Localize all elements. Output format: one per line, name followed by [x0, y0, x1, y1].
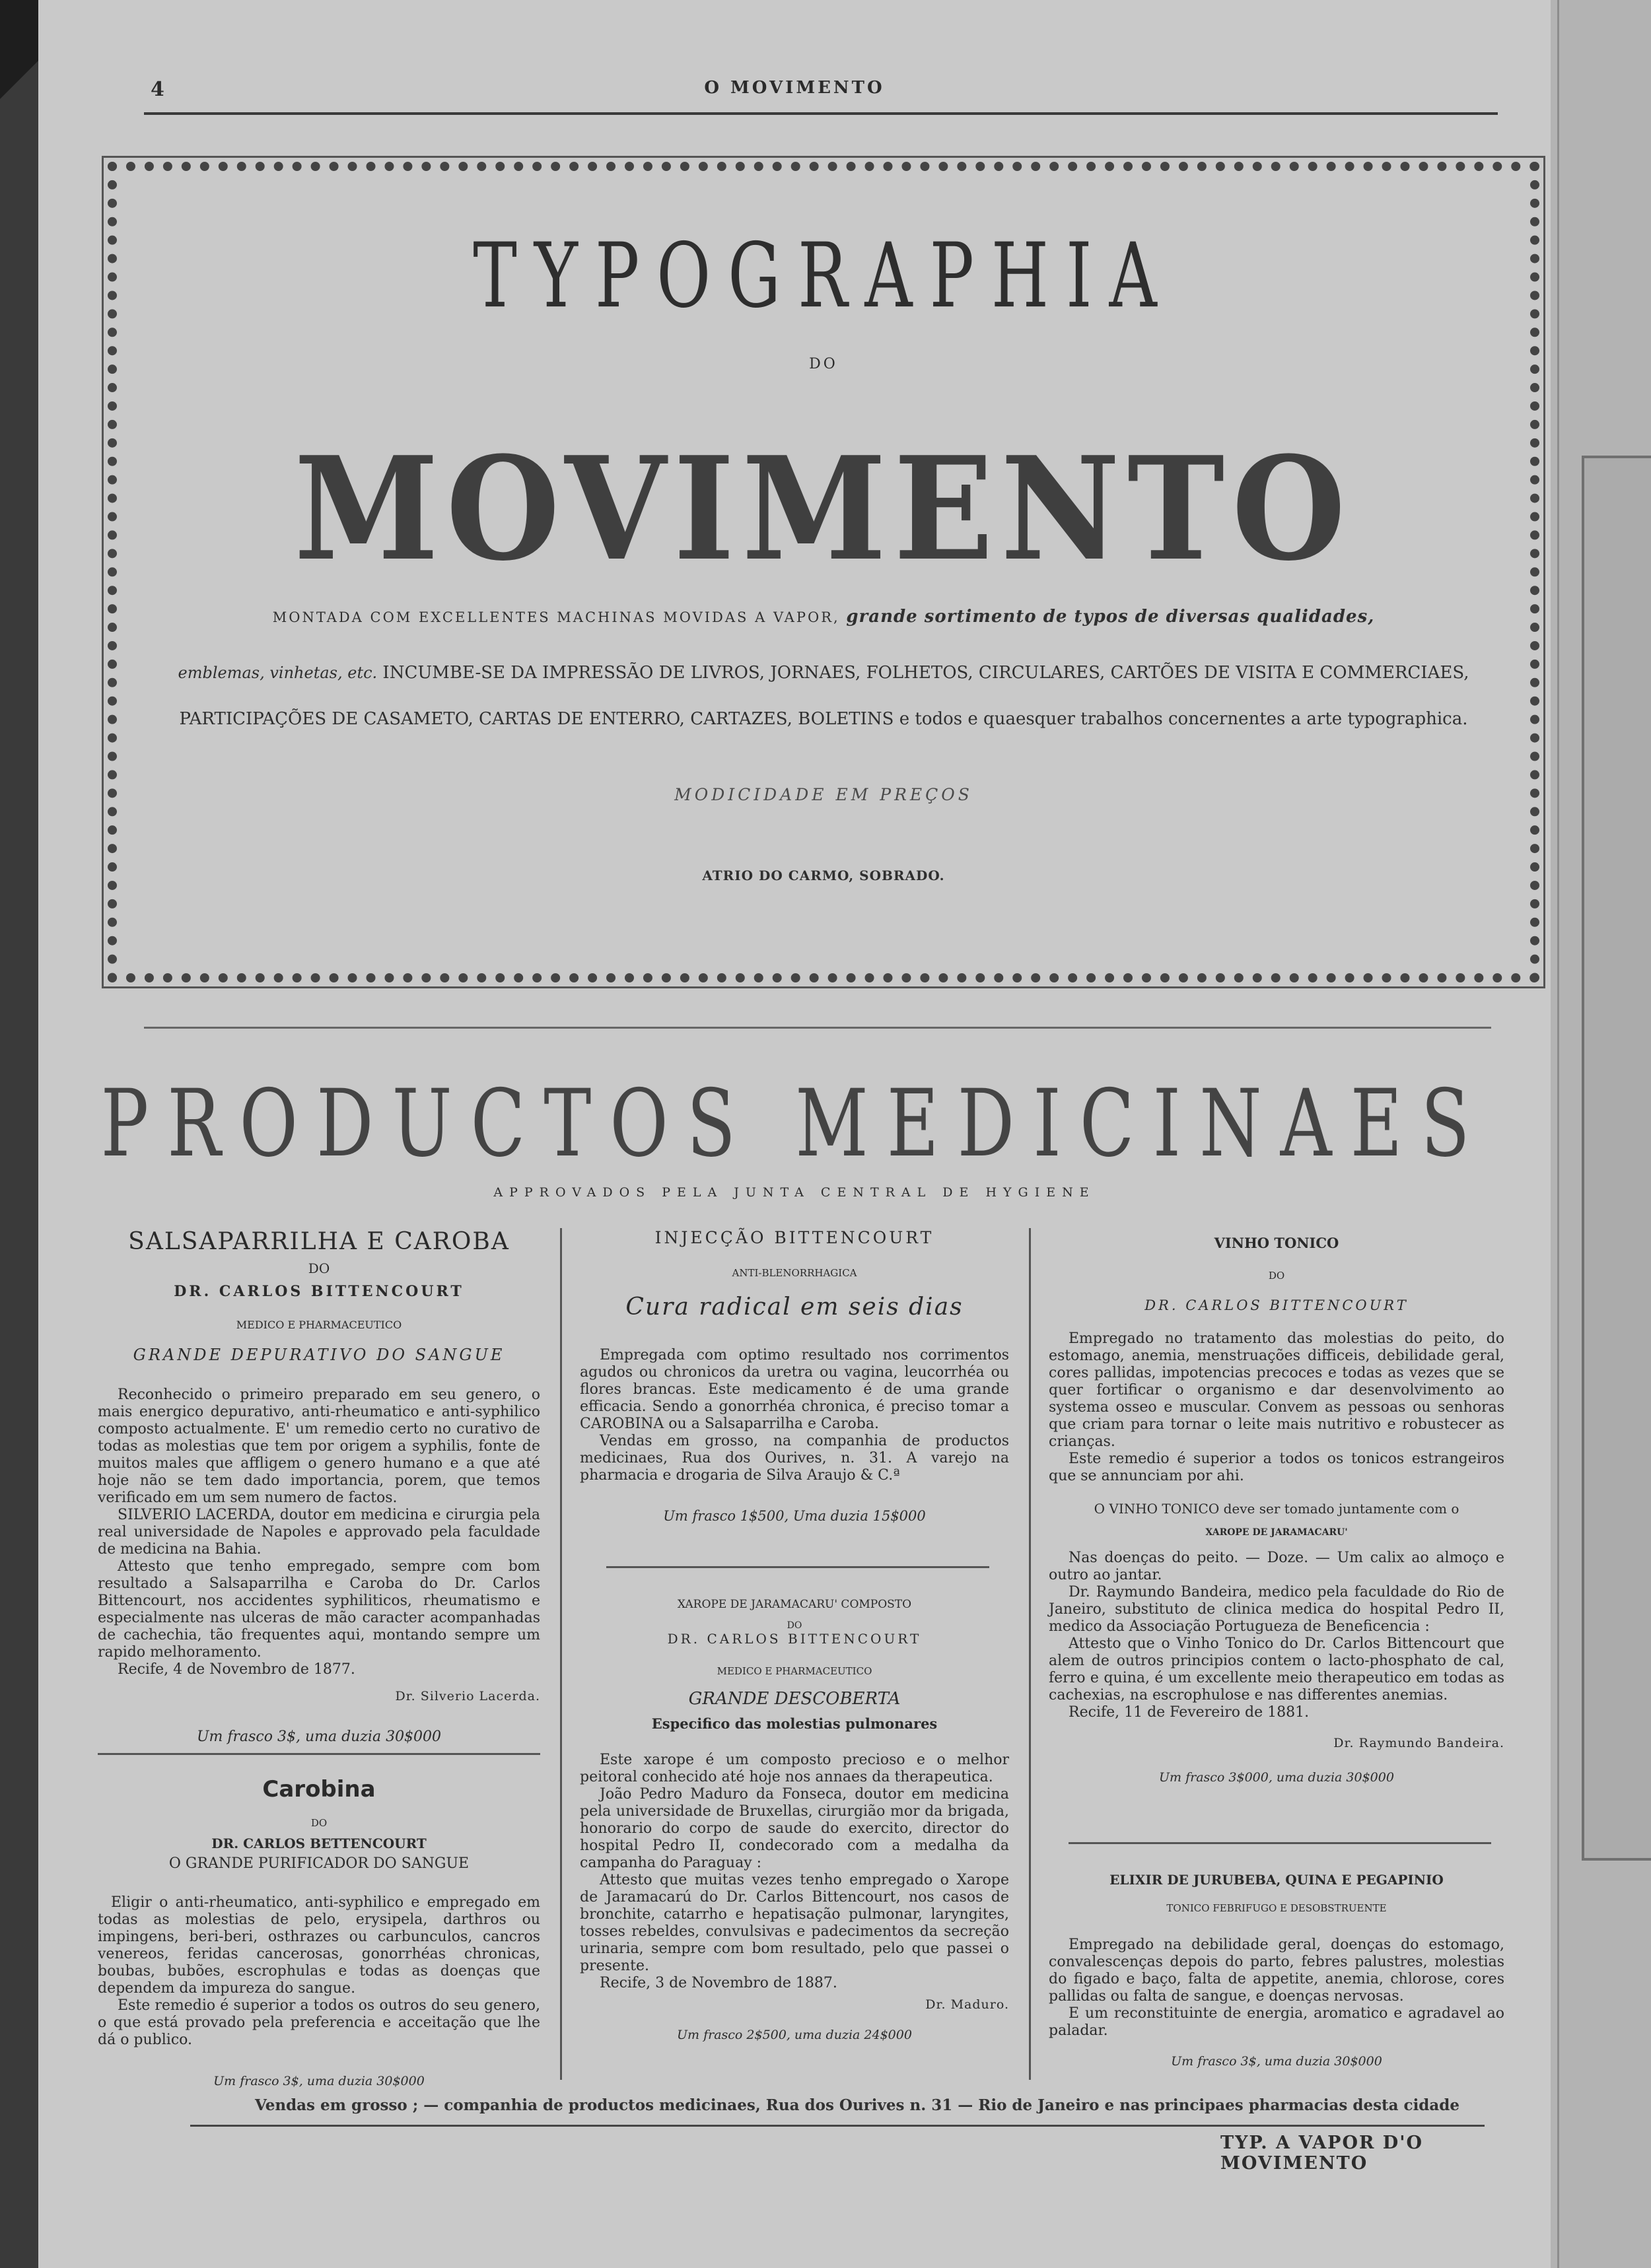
- xarope-tagline: GRANDE DESCOBERTA: [688, 1689, 901, 1709]
- salsa-role: MEDICO E PHARMACEUTICO: [236, 1319, 402, 1331]
- xarope-body-3: Attesto que muitas vezes tenho empregado o Xarope de Jaramacarú do Dr. Carlos Bittencourt, nos casos de bronchite, catarrho e hepatisação pulmonar, laryngites, tosses rebeldes, convulsivas e padecimentos da secreção urinaria, sempre com bom resultado, pelo que passei o presente.: [580, 1872, 1009, 1974]
- vinho-signature: Dr. Raymundo Bandeira.: [1333, 1736, 1504, 1750]
- xarope-role: MEDICO E PHARMACEUTICO: [717, 1665, 872, 1677]
- elixir-body-2: E um reconstituinte de energia, aromatico e agradavel ao paladar.: [1049, 2005, 1504, 2039]
- elixir-body-1: Empregado na debilidade geral, doenças do estomago, convalescenças depois do parto, febres palustres, molestias do figado e baço, falta de appetite, anemia, chlorose, cores pallidas ou falta de sangue, e doenças nervosas.: [1049, 1937, 1504, 2005]
- vinho-body-2: Este remedio é superior a todos os tonicos estrangeiros que se annunciam por ahi.: [1049, 1451, 1504, 1484]
- xarope-body-2: João Pedro Maduro da Fonseca, doutor em medicina pela universidade de Bruxellas, cirurgião mor da brigada, honorario do corpo de saude do exercito, director do hospital Pedro II, condecorado com a medalha da campanha do Paraguay :: [580, 1786, 1009, 1871]
- typography-ad: [117, 171, 1530, 973]
- injeccao-title: INJECÇÃO BITTENCOURT: [654, 1228, 934, 1247]
- vinho-body-4: Dr. Raymundo Bandeira, medico pela faculdade do Rio de Janeiro, substituto de clinica medica do hospital Pedro II, medico da Associação Portugueza de Beneficencia :: [1049, 1584, 1504, 1635]
- ad-connector: DO: [809, 356, 838, 372]
- vinho-together-name: XAROPE DE JARAMACARU': [1205, 1527, 1348, 1538]
- running-head: [38, 0, 1551, 112]
- injeccao-body-1: Empregada com optimo resultado nos corrimentos agudos ou chronicos da uretra ou vagina, leucorrhéa ou flores brancas. Este medicamento é de uma grande efficacia. Sendo a gonorrhéa chronica, é preciso tomar a CAROBINA ou a Salsaparrilha e Caroba.: [580, 1347, 1009, 1432]
- section-rule: [144, 1027, 1491, 1029]
- sales-footer: Vendas em grosso ; — companhia de productos medicinaes, Rua dos Ourives n. 31 — Rio de Janeiro e nas principaes pharmacias desta cidade: [254, 2096, 1460, 2114]
- salsa-doctor: DR. CARLOS BITTENCOURT: [174, 1283, 464, 1300]
- vinho-together: O VINHO TONICO deve ser tomado juntamente com o: [1094, 1501, 1459, 1517]
- xarope-doctor: DR. CARLOS BITTENCOURT: [667, 1631, 922, 1647]
- ad-line-1-rest: grande sortimento de typos de diversas qualidades,: [846, 607, 1375, 627]
- carobina-doctor: DR. CARLOS BETTENCOURT: [211, 1836, 427, 1851]
- header-rule: [144, 112, 1498, 115]
- column-3-divider: [1069, 1842, 1491, 1844]
- elixir-price: Um frasco 3$, uma duzia 30$000: [1171, 2054, 1382, 2069]
- vinho-body-5: Attesto que o Vinho Tonico do Dr. Carlos Bittencourt que alem de outros principios contem o lacto-phosphato de cal, ferro e quina, é um excellente meio therapeutico em todas as cachexias, na escrophulose e nas differentes anemias.: [1049, 1635, 1504, 1703]
- column-2-lower: [580, 1598, 1009, 2042]
- vinho-place-date: Recife, 11 de Fevereiro de 1881.: [1069, 1704, 1310, 1721]
- typography-ad-frame: [108, 162, 1539, 982]
- scan-edge-left: [0, 0, 38, 2268]
- column-rule-1: [560, 1228, 562, 2080]
- ad-line-3: PARTICIPAÇÕES DE CASAMETO, CARTAS DE ENTERRO, CARTAZES, BOLETINS e todos e quaesquer trabalhos concernentes a arte typographica.: [179, 709, 1468, 729]
- ad-prices: MODICIDADE EM PREÇOS: [674, 785, 973, 804]
- carobina-body-1: Eligir o anti-rheumatico, anti-syphilico e empregado em todas as molestias de pelo, erysipela, darthros ou impingens, beri-beri, osthrazes ou carbunculos, cancros venereos, feridas cancerosas, gonorrhéas chronicas, boubas, bubões, escrophulas e todas as doenças que dependem da impureza do sangue.: [98, 1894, 540, 1997]
- salsa-signature: Dr. Silverio Lacerda.: [395, 1689, 540, 1703]
- injeccao-price: Um frasco 1$500, Uma duzia 15$000: [663, 1508, 926, 1524]
- column-2: [580, 1228, 1009, 1524]
- carobina-do: DO: [310, 1817, 328, 1829]
- xarope-title: XAROPE DE JARAMACARU' COMPOSTO: [677, 1598, 912, 1611]
- vinho-doctor: DR. CARLOS BITTENCOURT: [1144, 1297, 1409, 1313]
- paper-name: O MOVIMENTO: [704, 78, 885, 98]
- column-3: [1049, 1228, 1504, 1785]
- column-1-divider: [98, 1753, 540, 1755]
- newspaper-page: [38, 0, 1551, 2268]
- ad-address: ATRIO DO CARMO, SOBRADO.: [702, 868, 945, 883]
- ad-line-1: [157, 607, 1491, 627]
- carobina-title: Carobina: [262, 1776, 376, 1803]
- footer-rule: [190, 2125, 1485, 2127]
- salsa-body-3: Attesto que tenho empregado, sempre com bom resultado a Salsaparrilha e Caroba do Dr. Carlos Bittencourt, nos accidentes syphiliticos, rheumatismo e especialmente nas ulceras de mão caracter acompanhadas de cachechia, tão frequentes aqui, montando sempre um rapido melhoramento.: [98, 1558, 540, 1661]
- ad-line-2: [157, 663, 1491, 683]
- carobina-price: Um frasco 3$, uma duzia 30$000: [213, 2074, 425, 2088]
- xarope-signature: Dr. Maduro.: [925, 1997, 1009, 2012]
- ad-line-1-caps: MONTADA COM EXCELLENTES MACHINAS MOVIDAS A VAPOR,: [272, 609, 840, 625]
- ad-line-2-italic: emblemas, vinhetas, etc.: [178, 664, 378, 682]
- xarope-body-1: Este xarope é um composto precioso e o melhor peitoral conhecido até hoje nos annaes da therapeutica.: [580, 1752, 1009, 1785]
- column-2-divider: [606, 1566, 989, 1568]
- injeccao-tagline: Cura radical em seis dias: [625, 1293, 964, 1321]
- column-rule-2: [1029, 1228, 1031, 2080]
- ad-title: TYPOGRAPHIA: [473, 223, 1174, 328]
- xarope-price: Um frasco 2$500, uma duzia 24$000: [677, 2028, 912, 2042]
- salsa-price: Um frasco 3$, uma duzia 30$000: [196, 1729, 442, 1745]
- injeccao-body-2: Vendas em grosso, na companhia de productos medicinaes, Rua dos Ourives, n. 31. A varejo na pharmacia e drogaria de Silva Araujo & C.ª: [580, 1433, 1009, 1484]
- products-title: PRODUCTOS MEDICINAES: [100, 1070, 1489, 1178]
- salsa-do: DO: [308, 1260, 330, 1276]
- elixir-title: ELIXIR DE JURUBEBA, QUINA E PEGAPINIO: [1109, 1872, 1444, 1888]
- injeccao-subtitle: ANTI-BLENORRHAGICA: [732, 1267, 857, 1279]
- vinho-do: DO: [1268, 1270, 1285, 1282]
- xarope-do: DO: [787, 1620, 802, 1631]
- vinho-price: Um frasco 3$000, uma duzia 30$000: [1159, 1770, 1394, 1785]
- salsa-title: SALSAPARRILHA E CAROBA: [128, 1228, 510, 1255]
- salsa-body-2: SILVERIO LACERDA, doutor em medicina e cirurgia pela real universidade de Napoles e approvado pela faculdade de medicina na Bahia.: [98, 1507, 540, 1558]
- scan-line-right: [1557, 0, 1559, 2268]
- vinho-title: VINHO TONICO: [1214, 1235, 1339, 1251]
- ad-line-2-rest: INCUMBE-SE DA IMPRESSÃO DE LIVROS, JORNAES, FOLHETOS, CIRCULARES, CARTÕES DE VISITA E COMMERCIAES,: [382, 663, 1469, 683]
- salsa-place-date: Recife, 4 de Novembro de 1877.: [118, 1661, 355, 1678]
- page-number: 4: [151, 78, 164, 101]
- adjacent-page-strip: [1582, 456, 1651, 1861]
- ad-name: MOVIMENTO: [294, 425, 1353, 592]
- salsa-body-1: Reconhecido o primeiro preparado em seu genero, o mais energico depurativo, anti-rheumatico e anti-syphilico composto actualmente. E' um remedio certo no curativo de todas as molestias que tem por origem a syphilis, fonte de muitos males que affligem o genero humano e a que até hoje não se tem dado importancia, porem, que temos verificado em um sem numero de factos.: [98, 1387, 540, 1506]
- xarope-subtag: Especifico das molestias pulmonares: [651, 1715, 938, 1732]
- printer-imprint: TYP. A VAPOR D'O MOVIMENTO: [1220, 2133, 1424, 2174]
- products-subtitle: APPROVADOS PELA JUNTA CENTRAL DE HYGIENE: [493, 1185, 1096, 1200]
- column-1-lower: [98, 1776, 540, 2088]
- carobina-tagline: O GRANDE PURIFICADOR DO SANGUE: [168, 1855, 470, 1872]
- column-1: [98, 1228, 540, 1745]
- elixir-subtitle: TONICO FEBRIFUGO E DESOBSTRUENTE: [1166, 1902, 1387, 1914]
- vinho-body-3: Nas doenças do peito. — Doze. — Um calix ao almoço e outro ao jantar.: [1049, 1550, 1504, 1583]
- vinho-body-1: Empregado no tratamento das molestias do peito, do estomago, anemia, menstruações difficeis, debilidade geral, cores pallidas, impotencias precoces e todas as vezes que se quer fortificar o organismo e dar desenvolvimento ao systema osseo e muscular. Convem as pessoas ou senhoras que criam para tornar o leite mais nutritivo e robustecer as crianças.: [1049, 1330, 1504, 1450]
- carobina-body-2: Este remedio é superior a todos os outros do seu genero, o que está provado pela preferencia e acceitação que lhe dá o publico.: [98, 1997, 540, 2048]
- column-3-lower: [1049, 1872, 1504, 2069]
- xarope-place-date: Recife, 3 de Novembro de 1887.: [600, 1975, 837, 1991]
- salsa-tagline: GRANDE DEPURATIVO DO SANGUE: [133, 1346, 505, 1364]
